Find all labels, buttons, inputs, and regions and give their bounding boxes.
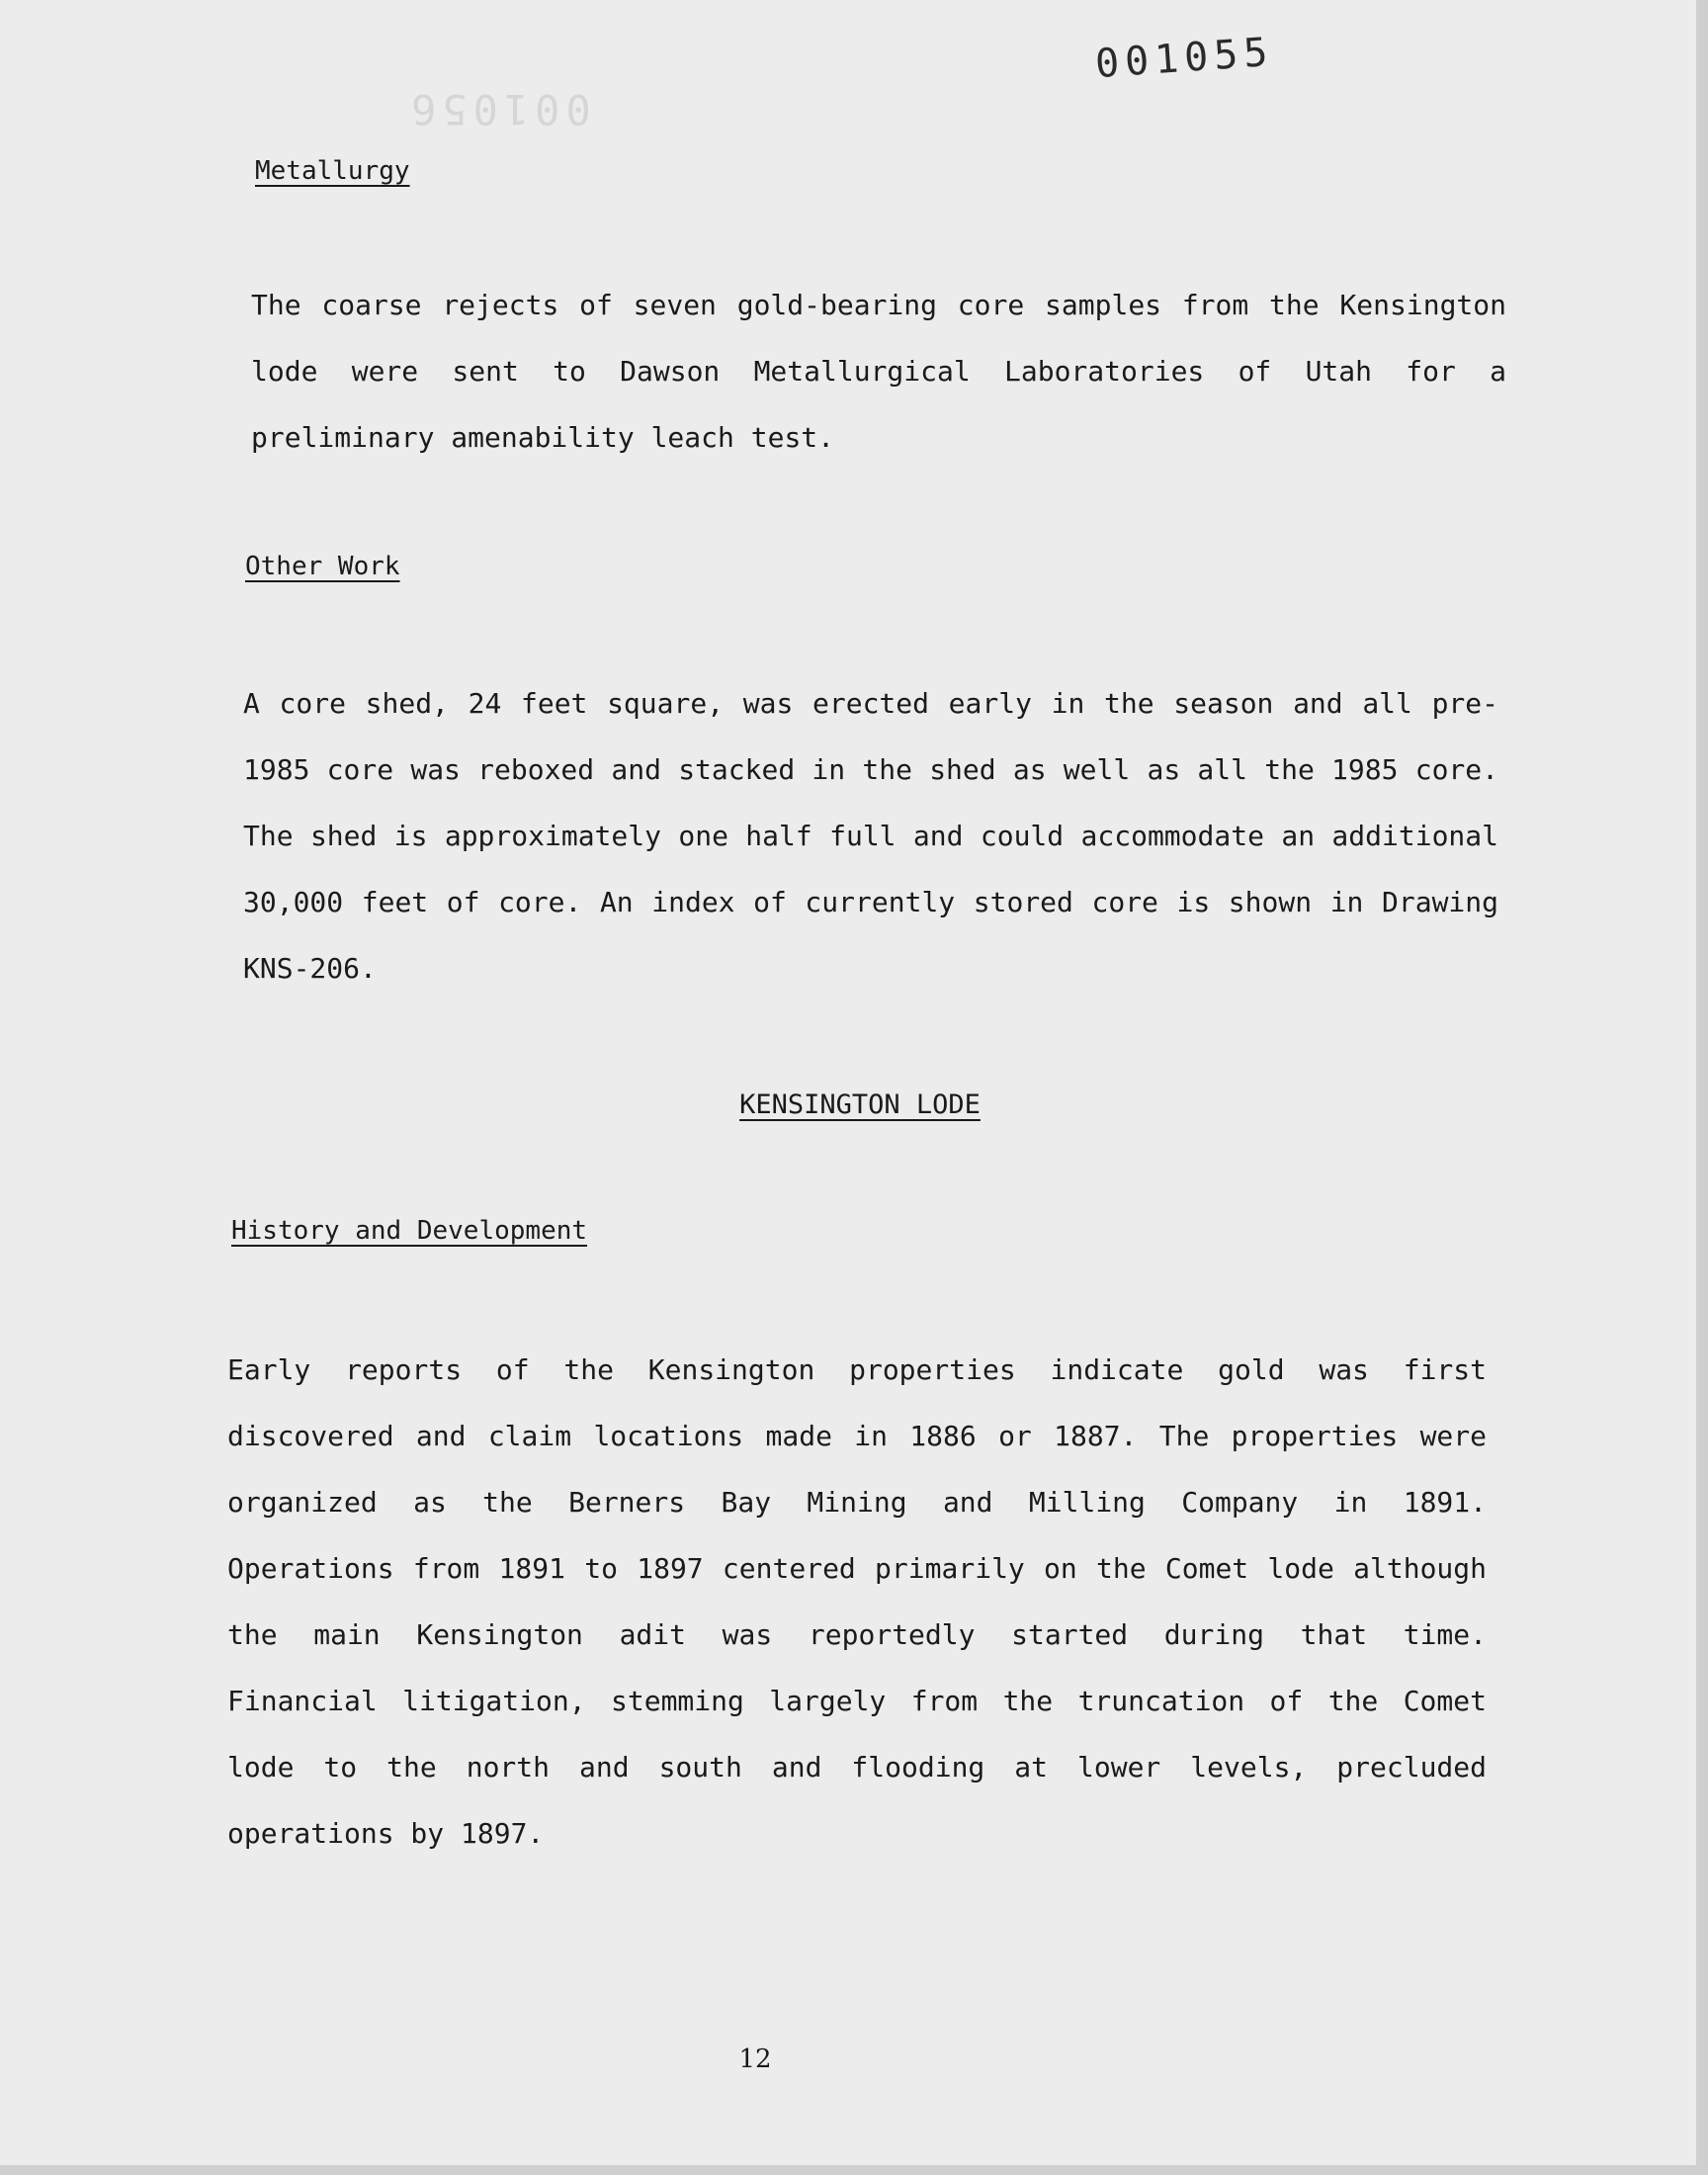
paragraph-line: 30,000 feet of core. An index of currently stored core is shown in Drawing	[243, 886, 1498, 918]
paragraph-line: A core shed, 24 feet square, was erected early in the season and all pre-	[243, 687, 1498, 720]
metallurgy-paragraph	[251, 272, 1506, 471]
kensington-lode-heading: KENSINGTON LODE	[739, 1089, 981, 1120]
history-paragraph	[227, 1337, 1487, 1867]
page-number: 12	[738, 2044, 772, 2074]
bates-stamp-number: 001055	[1093, 29, 1275, 88]
paragraph-line: operations by 1897.	[227, 1817, 545, 1850]
paragraph-line: Early reports of the Kensington properties indicate gold was first	[227, 1353, 1487, 1386]
paragraph-line: The shed is approximately one half full and could accommodate an additional	[243, 820, 1498, 852]
paragraph-line: lode were sent to Dawson Metallurgical Laboratories of Utah for a	[251, 355, 1506, 388]
other-work-paragraph	[243, 670, 1498, 1001]
paragraph-line: preliminary amenability leach test.	[251, 421, 835, 454]
history-heading: History and Development	[231, 1216, 588, 1246]
paragraph-line: The coarse rejects of seven gold-bearing core samples from the Kensington	[251, 289, 1506, 321]
bleed-through-number: 001056	[405, 85, 591, 133]
paragraph-line: lode to the north and south and flooding at lower levels, precluded	[227, 1751, 1487, 1784]
paragraph-line: discovered and claim locations made in 1886 or 1887. The properties were	[227, 1420, 1487, 1452]
metallurgy-heading: Metallurgy	[255, 156, 410, 186]
paragraph-line: Financial litigation, stemming largely from the truncation of the Comet	[227, 1685, 1487, 1717]
paragraph-line: Operations from 1891 to 1897 centered primarily on the Comet lode although	[227, 1552, 1487, 1585]
paragraph-line: organized as the Berners Bay Mining and Milling Company in 1891.	[227, 1486, 1487, 1519]
paragraph-line: 1985 core was reboxed and stacked in the shed as well as all the 1985 core.	[243, 753, 1498, 786]
paragraph-line: KNS-206.	[243, 952, 377, 985]
other-work-heading: Other Work	[245, 552, 400, 581]
paragraph-line: the main Kensington adit was reportedly started during that time.	[227, 1618, 1487, 1651]
